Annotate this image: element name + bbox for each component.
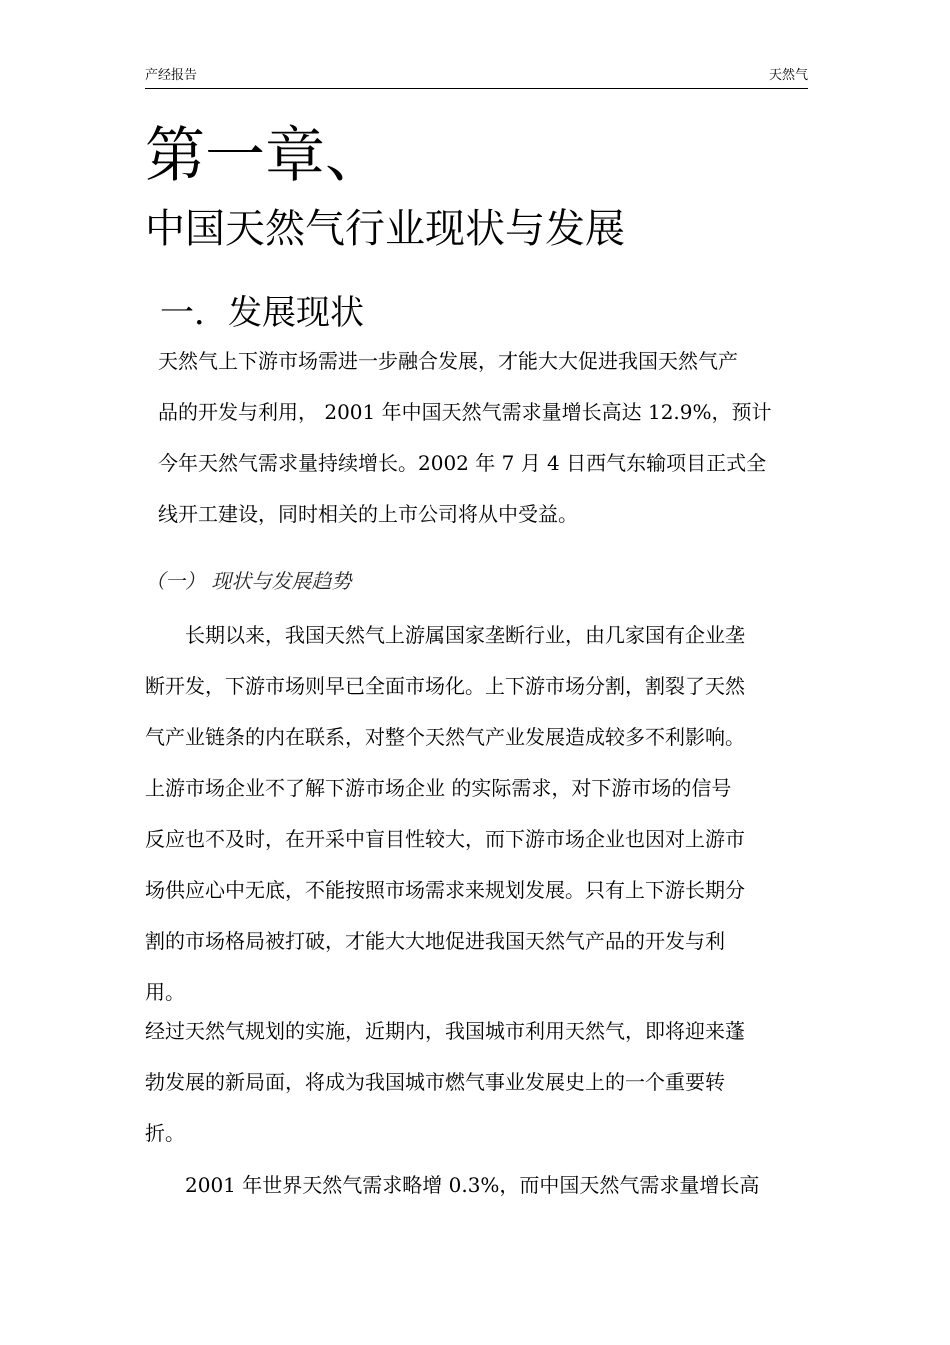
paragraph-line: 2001 年世界天然气需求略增 0.3%，而中国天然气需求量增长高 bbox=[145, 1173, 760, 1197]
chapter-title: 第一章、 bbox=[145, 121, 385, 191]
paragraph-line: 长期以来，我国天然气上游属国家垄断行业，由几家国有企业垄 bbox=[145, 623, 745, 647]
body-paragraph-2 bbox=[145, 1006, 745, 1159]
paragraph-line: 用。 bbox=[145, 980, 185, 1004]
header-right-text: 天然气 bbox=[768, 68, 808, 83]
page-header bbox=[145, 66, 808, 89]
section-title: 一．发展现状 bbox=[160, 293, 364, 333]
paragraph-line: 品的开发与利用， 2001 年中国天然气需求量增长高达 12.9%，预计 bbox=[158, 400, 772, 424]
chapter-subtitle: 中国天然气行业现状与发展 bbox=[145, 206, 625, 252]
paragraph-line: 天然气上下游市场需进一步融合发展，才能大大促进我国天然气产 bbox=[158, 349, 738, 373]
paragraph-line: 断开发，下游市场则早已全面市场化。上下游市场分割，割裂了天然 bbox=[145, 674, 745, 698]
paragraph-line: 场供应心中无底，不能按照市场需求来规划发展。只有上下游长期分 bbox=[145, 878, 745, 902]
paragraph-line: 气产业链条的内在联系，对整个天然气产业发展造成较多不利影响。 bbox=[145, 725, 745, 749]
body-paragraph-1 bbox=[145, 610, 745, 1018]
paragraph-line: 勃发展的新局面，将成为我国城市燃气事业发展史上的一个重要转 bbox=[145, 1070, 725, 1094]
intro-paragraph bbox=[158, 336, 772, 540]
paragraph-line: 折。 bbox=[145, 1121, 185, 1145]
paragraph-line: 割的市场格局被打破，才能大大地促进我国天然气产品的开发与利 bbox=[145, 929, 725, 953]
paragraph-line: 经过天然气规划的实施，近期内，我国城市利用天然气，即将迎来蓬 bbox=[145, 1019, 745, 1043]
paragraph-line: 今年天然气需求量持续增长。2002 年 7 月 4 日西气东输项目正式全 bbox=[158, 451, 767, 475]
body-paragraph-3 bbox=[145, 1160, 759, 1211]
paragraph-line: 线开工建设，同时相关的上市公司将从中受益。 bbox=[158, 502, 578, 526]
paragraph-line: 反应也不及时，在开采中盲目性较大，而下游市场企业也因对上游市 bbox=[145, 827, 745, 851]
subsection-title: （一） 现状与发展趋势 bbox=[145, 569, 352, 593]
header-left-text: 产经报告 bbox=[145, 68, 198, 83]
paragraph-line: 上游市场企业不了解下游市场企业 的实际需求，对下游市场的信号 bbox=[145, 776, 732, 800]
